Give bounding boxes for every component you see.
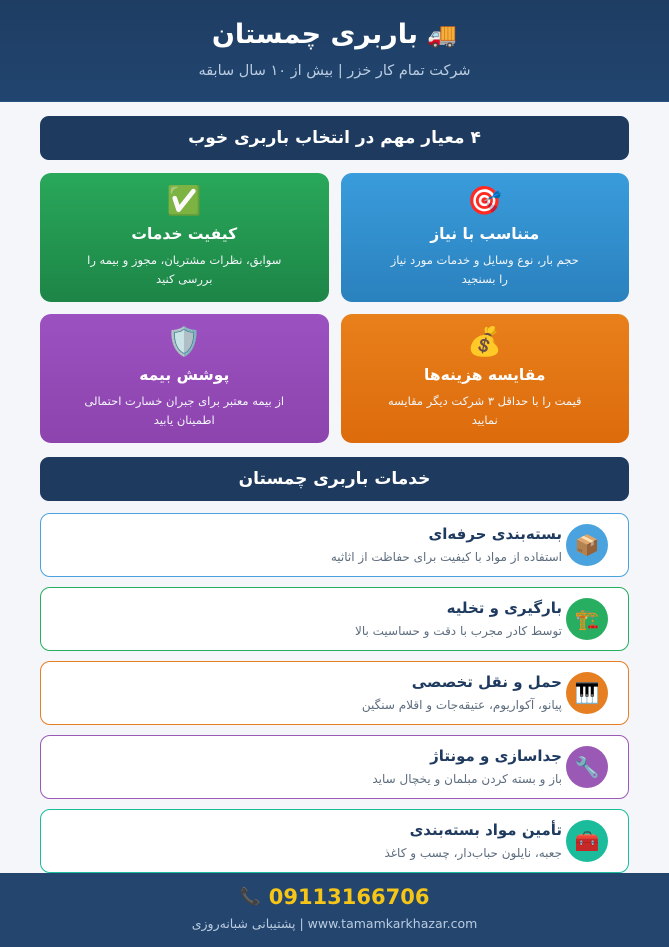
footer-separator: | [299,916,304,932]
service-desc: توسط کادر مجرب با دقت و حساسیت بالا [354,623,562,638]
criteria-card-title: کیفیت خدمات [131,225,238,244]
service-title: جداسازی و مونتاژ [430,747,562,766]
dart-target-icon: 🎯 [467,184,503,218]
service-text-block [55,746,566,787]
service-item-specialized-transport [40,661,629,725]
criteria-card-title: پوشش بیمه [139,365,230,384]
service-text-block [55,598,566,639]
services-list [40,513,629,873]
criteria-card-insurance [40,314,329,443]
criteria-card-desc: حجم بار، نوع وسایل و خدمات مورد نیاز را بسنجید [390,253,579,286]
crane-icon: 🏗️ [566,598,608,640]
contact-phone-row[interactable] [20,885,649,910]
criteria-card-cost-comparison [341,314,630,443]
money-bag-icon: 💰 [467,324,503,358]
piano-keys-icon: 🎹 [566,672,608,714]
service-title: بسته‌بندی حرفه‌ای [428,525,562,544]
criteria-card-title: مقایسه هزینه‌ها [424,365,546,384]
services-section-heading: خدمات باربری چمستان [40,457,629,501]
phone-icon: 📞 [239,887,261,908]
service-title: حمل و نقل تخصصی [411,673,562,692]
header-subtitle: شرکت تمام کار خزر | بیش از ۱۰ سال سابقه [198,62,471,79]
service-item-packing-materials [40,809,629,873]
service-desc: استفاده از مواد با کیفیت برای حفاظت از اثاثیه [330,549,562,564]
support-text: پشتیبانی شبانه‌روزی [191,916,296,932]
service-text-block [55,820,566,861]
criteria-grid [40,173,629,443]
criteria-card-service-quality [40,173,329,302]
service-text-block [55,672,566,713]
page-footer [0,873,669,947]
service-desc: پیانو، آکواریوم، عتیقه‌جات و اقلام سنگین [361,697,562,712]
toolbox-icon: 🧰 [566,820,608,862]
website-link[interactable]: www.tamamkarkhazar.com [307,916,478,932]
page-content [0,102,669,873]
criteria-card-need-match [341,173,630,302]
service-text-block [55,524,566,565]
shield-icon: 🛡️ [166,324,202,358]
page-header [0,0,669,102]
truck-icon: 🚚 [426,20,458,49]
phone-number[interactable]: 09113166706 [268,884,430,909]
footer-contact-line [20,915,649,933]
criteria-card-desc: سوابق، نظرات مشتریان، مجوز و بیمه را بررسی کنید [87,253,282,286]
service-title: تأمین مواد بسته‌بندی [409,821,562,840]
criteria-section-heading: ۴ معیار مهم در انتخاب باربری خوب [40,116,629,160]
criteria-card-desc: از بیمه معتبر برای جبران خسارت احتمالی اطمینان یابید [84,394,285,427]
page-title: باربری چمستان [211,19,418,50]
service-item-disassembly-assembly [40,735,629,799]
service-title: بارگیری و تخلیه [446,599,562,618]
wrench-icon: 🔧 [566,746,608,788]
service-item-packing [40,513,629,577]
service-desc: جعبه، نایلون حباب‌دار، چسب و کاغذ [384,845,562,860]
service-desc: باز و بسته کردن مبلمان و یخچال ساید [372,771,562,786]
criteria-card-desc: قیمت را با حداقل ۳ شرکت دیگر مقایسه نمایید [387,394,582,427]
company-title-row [20,18,649,52]
package-box-icon: 📦 [566,524,608,566]
check-mark-icon: ✅ [166,184,202,218]
service-item-loading-unloading [40,587,629,651]
criteria-card-title: متناسب با نیاز [430,225,540,244]
